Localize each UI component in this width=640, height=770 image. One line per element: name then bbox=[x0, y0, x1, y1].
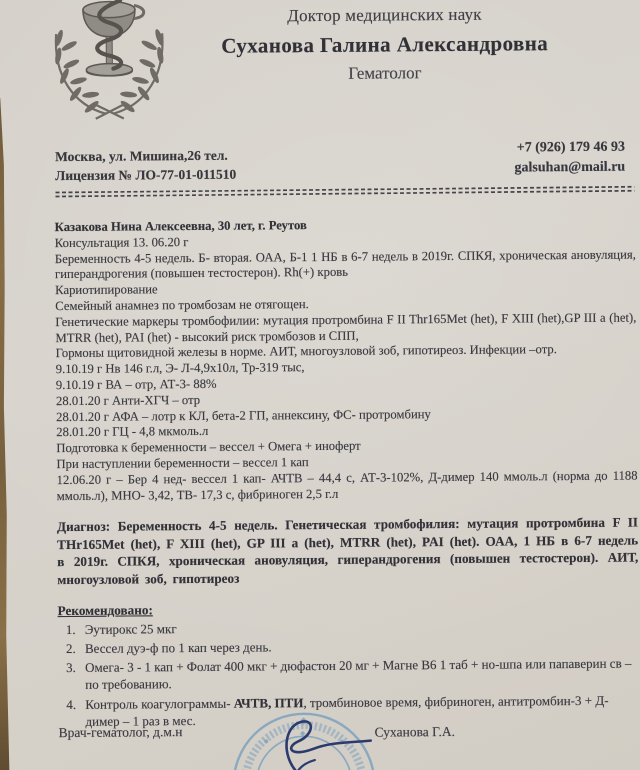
item-number: 3. bbox=[66, 660, 76, 676]
report-line: 12.06.20 г – Бер 4 нед- вессел 1 кап- АЧТВ – 44,4 с, АТ-3-102%, Д-димер 140 ммоль.л (норма до 1188 ммоль.л), МНО- 3,42, ТВ- 17,3 с, фибриноген 2,5 г.л bbox=[56, 468, 638, 503]
report-line: Кариотипирование bbox=[55, 282, 158, 298]
report-line: 28.01.20 г Анти-ХГЧ – отр bbox=[55, 392, 201, 408]
report-line: 9.10.19 г Нв 146 г.л, Э- Л-4,9х10л, Тр-319 тыс, bbox=[55, 360, 305, 377]
recommendations-heading: Рекомендовано: bbox=[57, 602, 153, 619]
recommendation-item bbox=[58, 635, 639, 657]
item-text: Омега- 3 - 1 кап + Фолат 400 мкг + дюфастон 20 мг + Магне В6 1 таб + но-шпа или папаверин св – по требованию. bbox=[85, 655, 632, 693]
recommendation-item bbox=[58, 616, 639, 638]
report-line: 28.01.20 г ГЦ - 4,8 мкмоль.л bbox=[56, 424, 209, 440]
item-text: Вессел дуэ-ф по 1 кап через день. bbox=[84, 639, 272, 656]
email-address: galsuhan@mail.ru bbox=[514, 159, 626, 175]
doctor-title-line: Врач-гематолог, д.м.н bbox=[58, 724, 183, 741]
report-line: Гормоны щитовидной железы в норме. АИТ, многоузловой зоб, гипотиреоз. Инфекции –отр. bbox=[55, 342, 557, 361]
letterhead bbox=[147, 4, 623, 86]
item-text-prefix: Контроль коагулограммы- bbox=[85, 695, 234, 712]
degree-line: Доктор медицинских наук bbox=[287, 4, 482, 26]
doctor-name: Суханова Галина Александровна bbox=[221, 31, 549, 58]
doctor-signature-name: Суханова Г.А. bbox=[374, 723, 455, 740]
dashed-divider bbox=[55, 186, 634, 198]
report-line: При наступлении беременности – вессел 1 кап bbox=[56, 455, 309, 472]
report-line: Консультация 13. 06.20 г bbox=[54, 234, 189, 250]
item-text-bold: АЧТВ, ПТИ bbox=[233, 694, 304, 711]
diagnosis-paragraph: Диагноз: Беременность 4-5 недель. Генетическая тромбофилия: мутация протромбина F II THr165Met (het), F XIII (het), GP III a (het), MTRR (het), PAI (het). ОАА, 1 НБ в 6-7 недель в 2019г. СПКЯ, хроническая ановуляция, гиперандрогения (повышен тестостерон). АИТ, многоузловой зоб, гипотиреоз bbox=[56, 514, 639, 587]
phone-number: +7 (926) 179 46 93 bbox=[516, 139, 626, 156]
item-text: Эутирокс 25 мкг bbox=[84, 620, 177, 637]
recommendation-item bbox=[58, 655, 639, 694]
address-line: Москва, ул. Мишина,26 тел. bbox=[55, 147, 228, 165]
license-line: Лицензия № ЛО-77-01-011510 bbox=[55, 166, 237, 184]
report-line: Беременность 4-5 недель. Б- вторая. ОАА, Б-1 1 НБ в 6-7 недель в 2019г. СПКЯ, хроническая ановуляция, гиперандрогения (повышен тестостерон). Rh(+) кровь bbox=[54, 247, 636, 282]
item-number: 1. bbox=[65, 621, 76, 637]
signature-icon bbox=[248, 709, 386, 770]
report-line: Семейный анамнез по тромбозам не отягощен. bbox=[55, 297, 309, 314]
item-number: 2. bbox=[65, 640, 76, 656]
report-line: 9.10.19 г ВА – отр, АТ-3- 88% bbox=[55, 376, 217, 393]
report-line: Генетические маркеры тромбофилии: мутация протромбина F II Thr165Met (het), F XIII (het),GP III a (het), MTRR (het), PAI (het) - высокий риск тромбозов и СПП, bbox=[55, 310, 637, 345]
report-line: 28.01.20 г АФА – лотр к КЛ, бета-2 ГП, аннексину, ФС- протромбину bbox=[56, 406, 431, 424]
item-text-suffix: , тромбиновое время, фибриноген, антитромбин-3 + Д-димер – 1 раз в мес. bbox=[85, 692, 609, 729]
patient-line: Казакова Нина Алексеевна, 30 лет, г. Реутов bbox=[54, 218, 307, 235]
contact-phone-block bbox=[514, 138, 625, 178]
item-number: 4. bbox=[66, 696, 77, 712]
report-body bbox=[55, 216, 640, 731]
contact-address-block bbox=[55, 146, 236, 185]
report-line: Подготовка к беременности – вессел + Омега + иноферт bbox=[56, 438, 361, 456]
specialty: Гематолог bbox=[348, 63, 422, 83]
